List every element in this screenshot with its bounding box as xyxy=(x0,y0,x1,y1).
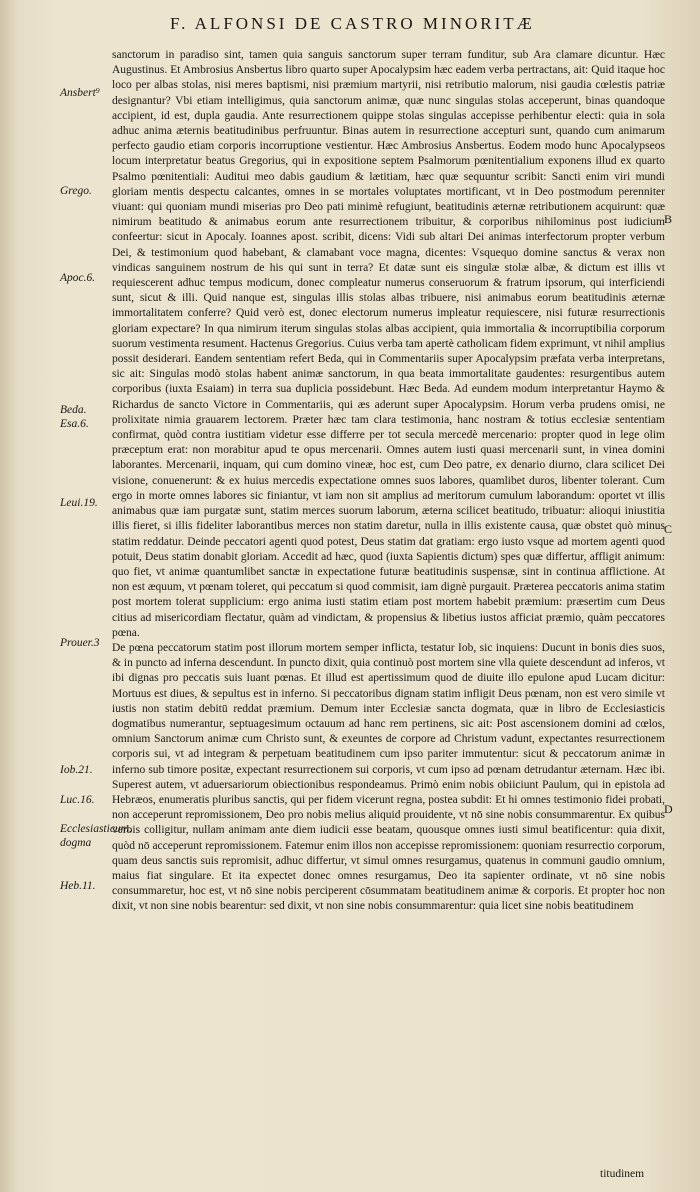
margin-note: Beda. xyxy=(60,404,87,416)
margin-note: Grego. xyxy=(60,185,92,197)
paragraph: sanctorum in paradiso sint, tamen quia sanguis sanctorum super terram funditur, sub Ara clamare dicuntur. Hæc Augustinus. Et Ambrosius Ansbertus libro quarto super Apocalypsim hæc eadem verba pertractans, ait: Quid itaque hoc loco per albas stolas, nisi meres baptismi, nisi præmium martyrii, nisi retributio malorum, nisi gaudia cœlestis patriæ designantur? Vbi etiam intelligimus, quia sanctorum animæ, quæ nunc singulas stolas acceperunt, binas quandoque accipient, id est, dupla gaudia. Ante resurrectionem quippe stolas singulas accepisse perhibentur electi: quia in sola adhuc anima æternis beatitudinibus perfruuntur. Binas autem in resurrectione accepturi sunt, quando cum animarum perfecto gaudio etiam corporis incorruptione vestientur. Hæc Ambrosius Ansbertus. Eodem modo hunc Apocalypseos locum interpretatur beatus Gregorius, qui in expositione septem Psalmorum pœnitentialium exponens illud ex quarto Psalmo pœnitentiali: Auditui meo dabis gaudium & lætitiam, hæc quæ sequuntur scribit: Sancti enim viri mundi gloriam mentis despectu calcantes, omnes in se mortales voluptates mortificant, vt in Deo postmodum perenniter viuant: qui quoniam mundi miserias pro Deo pati minimè refugiunt, beatitudinis æternæ retributionem acquirunt: quæ nimirum beatitudo & animabus eorum ante resurrectionem tribuitur, & corporibus nihilominus post iudicium confeertur: sicut in Apocaly. Ioannes apost. scribit, dicens: Vidi sub altari Dei animas interfectorum propter verbum Dei, & testimonium quod habebant, & clamabant voce magna, dicentes: Vsquequo domine sanctus & verax non vindicas sanguinem nostrum de his qui sunt in terra? Et datæ sunt eis singulæ stolæ albæ, & dictum est illis vt requiescerent adhuc tempus modicum, donec compleatur numerus conseruorum & fratrum ipsorum, qui interficiendi sunt, sicut & illi. Quid nanque est, singulas illis stolas albas tribuere, nisi animabus eorum beatitudinis æternæ immortalitatem conferre? Quid verò est, donec electorum numerus impleatur requiescere, nisi futuræ resurrectionis gloriam expectare? In qua nimirum iterum singulas stolas albas accipient, quia immortalia & incorruptibilia corporum suorum vestimenta resument. Hactenus Gregorius. Cuius verba tam apertè catholicam fidem exprimunt, vt nihil amplius possit desiderari. Eandem sententiam refert Beda, qui in Commentariis super Apocalypsim præfata verba interpretans, sic ait: Singulas modò stolas habent animæ sanctorum, in qua beata immortalitate gaudentes: resurgentibus autem corporibus (iuxta Esaiam) in terra sua duplicia possidebunt. Hæc Beda. Ad eundem modum interpretantur Haymo & Richardus de sancto Victore in Commentariis, qui æs aderunt super Apocalypsim. Horum verba prudens omisi, ne prolixitate nimia grauarem lectorem. Præter hæc tam clara testimonia, hanc nostram & totius ecclesiæ sententiam confirmat, quòd contra iustitiam videtur esse differre per tot secula mercedè mercenario: propter quod in lege olim præceptum erat: non morabitur apud te opus mercenarii. Omnes autem iusti quasi mercenarii sunt, in vinea domini laborantes. Mercenarii, inquam, qui cum domino vineæ, hoc est, cum Deo patre, ex denario diurno, clara scilicet Dei visione, conuenerunt: & ex huius mercedis expectatione omnes suos labores, quamlibet duros, libenter tolerant. Cum ergo in morte omnes labores sic finiantur, vt iam non sit amplius ad meritorum cumulum laborandum: oportet vt illis animabus quæ iam purgatæ sunt, statim merces suorum laborum, æterna scilicet beatitudo, tribuatur: alioqui iniustitia illis fieret, si illis fideliter laborantibus merces non statim daretur, nulla in illis existente causa, quæ obstet quò minus statim reddatur. Deinde peccatori agenti quod potest, Deus statim dat gratiam: ergo iusto vsque ad mortem agenti quod potuit, Deus statim donabit gloriam. Accedit ad hæc, quod (iuxta Sapientis dictum) spes quæ differtur, affligit animum: quo fiet, vt animæ quantumlibet sanctæ in expectatione futuræ beatitudinis suspensæ, sint in continua afflictione. At non est æquum, vt pœnam toleret, qui peccatum si quod commisit, iam dignè purgauit. Præterea peccatoris anima statim post mortem tolerat supplicium: ergo anima iusti statim etiam post mortem habebit præmium: præsertim cum Deus citius ad misericordiam flectatur, quàm ad vindictam, & propensius & libetius iustos afficiat præmio, quàm peccatores pœna. xyxy=(112,49,665,639)
margin-note: Luc.16. xyxy=(60,794,95,806)
margin-note: Heb.11. xyxy=(60,880,96,892)
section-marker: C xyxy=(664,522,673,536)
catchword: titudinem xyxy=(600,1168,645,1180)
paragraph: De pœna peccatorum statim post illorum mortem semper inflicta, testatur Iob, sic inquiens: Ducunt in bonis dies suos, & in puncto ad inferna descendunt. In puncto dixit, quia continuò post mortem sine vlla quiete descendunt ad inferos, vt ibi dignas pro peccatis suis luant pœnas. Et illud est apertissimum quod de diuite illo epulone apud Lucam dicitur: Mortuus est diues, & sepultus est in inferno. Si peccatoribus dignam statim infligit Deus pœnam, non est vero simile vt iustis non statim debitū reddat præmium. Demum inter Ecclesiæ sancta dogmata, quæ in libro de Ecclesiasticis dogmatibus numerantur, septuagesimum octauum ad hanc rem pertinens, sic ait: Post ascensionem domini ad cœlos, omnium Sanctorum animæ cum Christo sunt, & exeuntes de corpore ad Christum vadunt, expectantes resurrectionem corporis sui, vt ad integram & perpetuam beatitudinem cum ipso pariter immutentur: sicut & peccatorum animæ in inferno sub timore positæ, expectant resurrectionem sui corporis, vt cum ipso ad pœnam detrudantur æternam. Hæc ibi. Superest autem, vt aduersariorum obiectionibus respondeamus. Primò enim nobis obiiciunt Paulum, qui in epistola ad Hebræos, enumeratis pluribus sanctis, qui per fidem vicerunt regna, postea subdit: Et hi omnes testimonio fidei probati, non acceperunt repromissionem, Deo pro nobis melius aliquid prouidente, vt nō sine nobis consummarentur. Ex quibus verbis colligitur, nullam animam ante diem iudicii esse beatam, quousque omnes iusti simul beatificentur: quia dixit, quòd nō acceperunt repromissionem. Fatemur enim illos non accepisse repromissionem: quoniam resurrectio corporum, quam deus sanctis suis repromisit, adhuc differtur, vt simul omnes resurgamus, quatenus in communi gaudio omnium, maius fiat singulare. Et ita expectet donec omnes resurgamus, Deo ita sapienter ordinate, vt nō sine nobis consummaretur, hoc est, vt nō sine nobis perciperent cōsummatam beatitudinem animæ & corporis. Et propter hoc non dixit, vt non sine nobis bearentur: sed dixit, vt non sine nobis consummarentur: quia licet sine nobis beatitudinem xyxy=(112,641,665,913)
margin-note: Apoc.6. xyxy=(60,272,96,284)
running-title: F. ALFONSI DE CASTRO MINORITÆ xyxy=(170,14,535,33)
margin-note: Ansbert⁹ xyxy=(60,87,100,99)
main-text-column xyxy=(112,48,665,915)
margin-note: Leui.19. xyxy=(60,497,98,509)
margin-note: Esa.6. xyxy=(60,418,89,430)
margin-note: Prouer.3 xyxy=(60,637,100,649)
margin-note: Iob.21. xyxy=(60,764,93,776)
section-marker: D xyxy=(664,802,673,816)
margin-note: Ecclesiasticum. dogma xyxy=(60,823,132,849)
section-marker: B xyxy=(664,212,673,226)
